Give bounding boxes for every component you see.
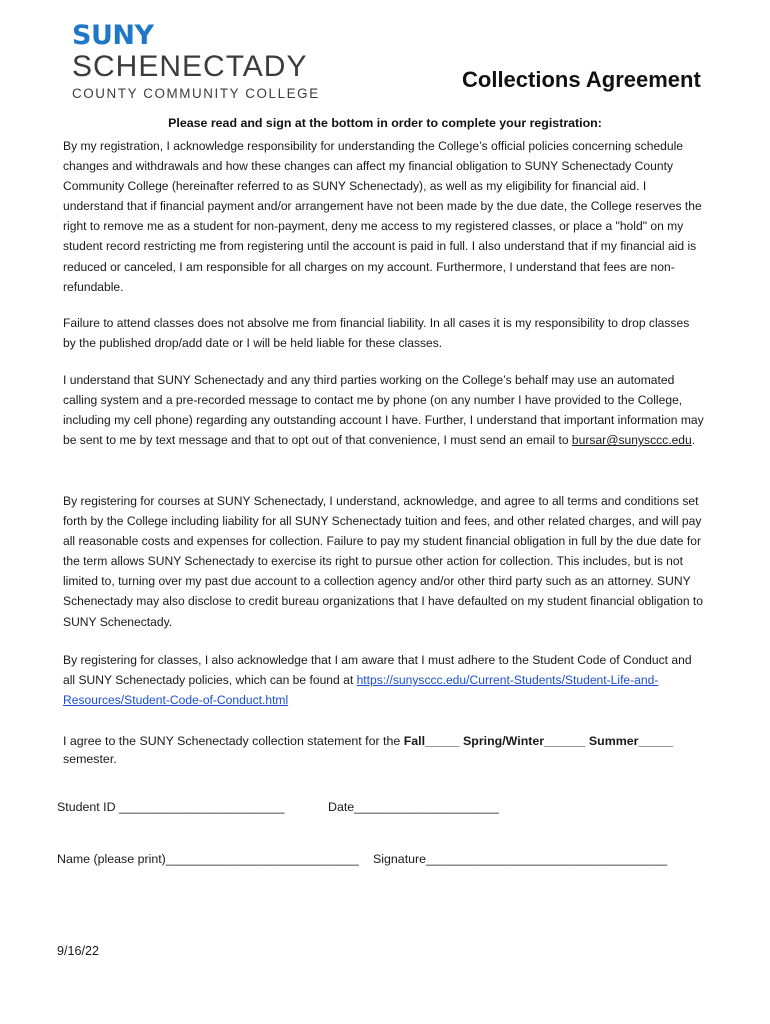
paragraph-registration-responsibility bbox=[63, 136, 705, 297]
term-fall-blank[interactable]: Fall_____ bbox=[403, 734, 460, 748]
paragraph-text: I agree to the SUNY Schenectady collection statement for the bbox=[63, 734, 404, 748]
paragraph-text: By registering for courses at SUNY Schenectady, I understand, acknowledge, and agree to all terms and conditions set forth by the College including liability for all SUNY Schenectady tuition and fees, and other related charges, and will pay all reasonable costs and expenses for collection. Failure to pay my student financial obligation in full by the due date for the term allows SUNY Schenectady to exercise its right to pursue other action for collection. This includes, but is not limited to, turning over my past due account to a collection agency and/or other third party such as an attorney. SUNY Schenectady may also disclose to credit bureau organizations that I have defaulted on my student financial obligation to SUNY Schenectady. bbox=[63, 494, 704, 629]
paragraph-terms-conditions bbox=[63, 491, 705, 632]
logo-schenectady-text: SCHENECTADY bbox=[72, 50, 308, 83]
paragraph-text: By my registration, I acknowledge responsibility for understanding the College’s official policies concerning schedule changes and withdrawals and how these changes can affect my financial obligation to SUNY Schenectady County Community College (hereinafter referred to as SUNY Schenectady), as well as my eligibility for financial aid. I understand that if financial payment and/or arrangement have not been made by the due date, the College reserves the right to remove me as a student for non-payment, deny me access to my registered classes, or place a "hold" on my student record restricting me from registering until the account is paid in full. I also understand that if my financial aid is reduced or canceled, I am responsible for all charges on my account. Furthermore, I understand that fees are non-refundable. bbox=[63, 139, 702, 294]
paragraph-text: Failure to attend classes does not absolve me from financial liability. In all cases it is my responsibility to drop classes by the published drop/add date or I will be held liable for these classes. bbox=[63, 316, 690, 351]
term-spring-winter-blank[interactable]: Spring/Winter______ bbox=[462, 734, 586, 748]
paragraph-text-end: . bbox=[691, 433, 696, 448]
date-field[interactable]: Date_____________________ bbox=[328, 800, 499, 814]
paragraph-attendance-liability bbox=[63, 313, 705, 353]
name-field[interactable]: Name (please print)____________________________ bbox=[57, 852, 359, 866]
bursar-email-link[interactable]: bursar@sunysccc.edu bbox=[571, 433, 692, 448]
signature-field[interactable]: Signature___________________________________ bbox=[373, 852, 668, 866]
student-id-field[interactable]: Student ID ________________________ bbox=[57, 800, 285, 814]
paragraph-text: I understand that SUNY Schenectady and any third parties working on the College’s behalf may use an automated calling system and a pre-recorded message to contact me by phone (on any number I have provided to the College, including my cell phone) regarding any outstanding account I have. Further, I understand that important information may be sent to me by text message and that to opt out of that convenience, I must send an email to bbox=[63, 373, 704, 448]
paragraph-term-agreement bbox=[63, 732, 705, 768]
logo-college-text: COUNTY COMMUNITY COLLEGE bbox=[72, 86, 320, 101]
revision-date: 9/16/22 bbox=[57, 944, 100, 958]
code-of-conduct-link[interactable]: https://sunysccc.edu/Current-Students/Student-Life-and-Resources/Student-Code-of-Conduct.html bbox=[63, 673, 659, 708]
paragraph-text: By registering for classes, I also acknowledge that I am aware that I must adhere to the Student Code of Conduct and all SUNY Schenectady policies, which can be found at bbox=[63, 653, 692, 688]
term-summer-blank[interactable]: Summer_____ bbox=[588, 734, 673, 748]
document-title: Collections Agreement bbox=[462, 67, 701, 92]
paragraph-code-of-conduct bbox=[63, 650, 705, 710]
instructions-heading: Please read and sign at the bottom in order to complete your registration: bbox=[168, 116, 602, 130]
paragraph-text-end: semester. bbox=[63, 752, 117, 766]
paragraph-contact-consent bbox=[63, 370, 705, 450]
logo-suny-text: SUNY bbox=[72, 20, 154, 51]
college-logo bbox=[72, 22, 342, 102]
